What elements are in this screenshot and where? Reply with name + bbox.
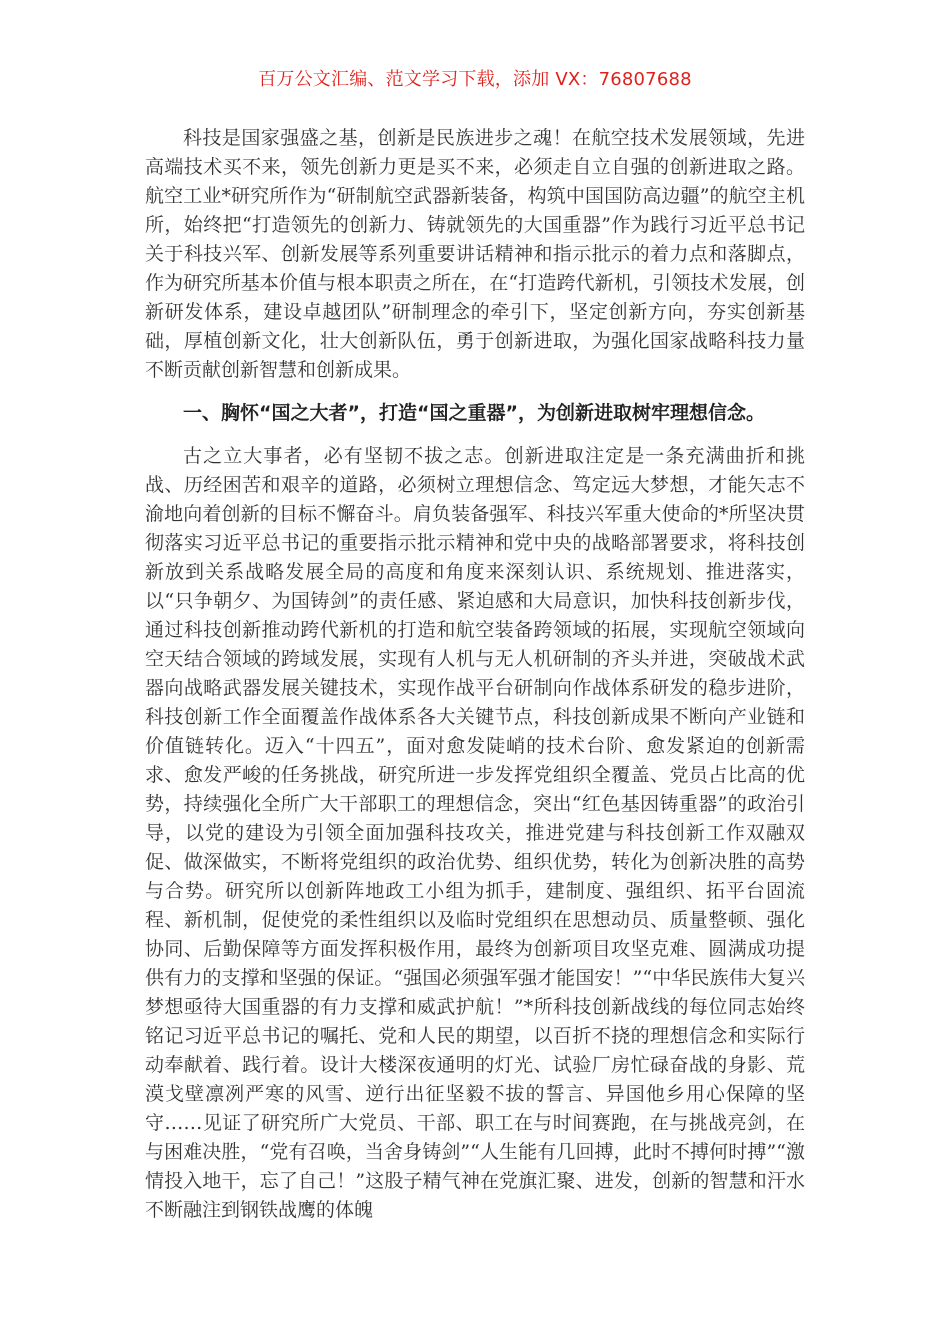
section-paragraph: 古之立大事者，必有坚韧不拔之志。创新进取注定是一条充满曲折和挑战、历经困苦和艰辛的道路，必须树立理想信念、笃定远大梦想，才能矢志不渝地向着创新的目标不懈奋斗。肩负装备强军、科技兴军重大使命的*所坚决贯彻落实习近平总书记的重要指示批示精神和党中央的战略部署要求，将科技创新放到关系战略发展全局的高度和角度来深刻认识、系统规划、推进落实，以“只争朝夕、为国铸剑”的责任感、紧迫感和大局意识，加快科技创新步伐，通过科技创新推动跨代新机的打造和航空装备跨领域的拓展，实现航空领域向空天结合领域的跨域发展，实现有人机与无人机研制的齐头并进，突破战术武器向战略武器发展关键技术，实现作战平台研制向作战体系研发的稳步进阶，科技创新工作全面覆盖作战体系各大关键节点，科技创新成果不断向产业链和价值链转化。迈入“十四五”，面对愈发陡峭的技术台阶、愈发紧迫的创新需求、愈发严峻的任务挑战，研究所进一步发挥党组织全覆盖、党员占比高的优势，持续强化全所广大干部职工的理想信念，突出“红色基因铸重器”的政治引导，以党的建设为引领全面加强科技攻关，推进党建与科技创新工作双融双促、做深做实，不断将党组织的政治优势、组织优势，转化为创新决胜的高势与合势。研究所以创新阵地政工小组为抓手，建制度、强组织、拓平台固流程、新机制，促使党的柔性组织以及临时党组织在思想动员、质量整顿、强化协同、后勤保障等方面发挥积极作用，最终为创新项目攻坚克难、圆满成功提供有力的支撑和坚强的保证。“强国必须强军强才能国安！”“中华民族伟大复兴梦想亟待大国重器的有力支撑和威武护航！”*所科技创新战线的每位同志始终铭记习近平总书记的嘱托、党和人民的期望，以百折不挠的理想信念和实际行动奉献着、践行着。设计大楼深夜通明的灯光、试验厂房忙碌奋战的身影、荒漠戈壁凛冽严寒的风雪、逆行出征坚毅不拔的誓言、异国他乡用心保障的坚守……见证了研究所广大党员、干部、职工在与时间赛跑，在与挑战亮剑，在与困难决胜，“党有召唤，当舍身铸剑”“人生能有几回搏，此时不搏何时搏”“激情投入地干，忘了自己！”这股子精气神在党旗汇聚、进发，创新的智慧和汗水不断融注到钢铁战鹰的体魄 <box>145 445 805 1221</box>
intro-paragraph: 科技是国家强盛之基，创新是民族进步之魂！在航空技术发展领域，先进高端技术买不来，领先创新力更是买不来，必须走自立自强的创新进取之路。航空工业*研究所作为“研制航空武器新装备，构筑中国国防高边疆”的航空主机所，始终把“打造领先的创新力、铸就领先的大国重器”作为践行习近平总书记关于科技兴军、创新发展等系列重要讲话精神和指示批示的着力点和落脚点，作为研究所基本价值与根本职责之所在，在“打造跨代新机，引领技术发展，创新研发体系，建设卓越团队”研制理念的牵引下，坚定创新方向，夯实创新基础，厚植创新文化，壮大创新队伍，勇于创新进取，为强化国家战略科技力量不断贡献创新智慧和创新成果。 <box>145 127 805 381</box>
download-banner: 百万公文汇编、范文学习下载，添加 VX：76807688 <box>258 69 692 90</box>
paragraph-gap <box>145 434 805 442</box>
section-heading: 一、胸怀“国之大者”，打造“国之重器”，为创新进取树牢理想信念。 <box>183 402 765 424</box>
article-body <box>145 124 805 1225</box>
paragraph-gap <box>145 385 805 393</box>
